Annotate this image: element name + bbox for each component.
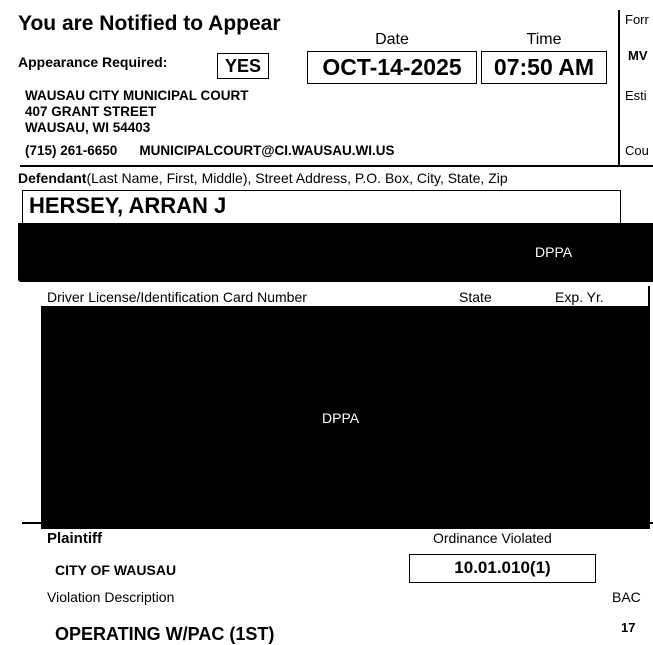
defendant-name: HERSEY, ARRAN J: [22, 190, 621, 224]
court-address: [25, 88, 249, 136]
court-phone: (715) 261-6650: [25, 143, 118, 158]
ordinance-value: 10.01.010(1): [409, 554, 596, 583]
appearance-required-value: YES: [217, 53, 269, 79]
defendant-label-rest: (Last Name, First, Middle), Street Address, P.O. Box, City, State, Zip: [86, 170, 508, 186]
vertical-divider: [618, 10, 620, 166]
license-redaction-label: DPPA: [322, 410, 360, 426]
horizontal-divider: [20, 165, 653, 167]
violation-label: Violation Description: [47, 589, 175, 605]
form-value: MV: [628, 48, 648, 63]
bac-label: BAC: [612, 589, 641, 605]
court-street: 407 GRANT STREET: [25, 104, 157, 119]
ordinance-label: Ordinance Violated: [433, 530, 552, 546]
section-divider: [22, 522, 653, 524]
court-email: MUNICIPALCOURT@CI.WAUSAU.WI.US: [139, 143, 395, 158]
plaintiff-value: CITY OF WAUSAU: [55, 562, 177, 578]
form-label: Forr: [625, 12, 649, 27]
license-divider: [648, 286, 650, 529]
violation-value: OPERATING W/PAC (1ST): [55, 624, 275, 644]
license-state-label: State: [459, 289, 492, 305]
court-contact: [25, 143, 394, 158]
bac-value: 17: [621, 620, 636, 635]
court-label: Cou: [625, 143, 649, 158]
defendant-label: [18, 170, 508, 186]
date-value: OCT-14-2025: [307, 51, 477, 84]
court-name: WAUSAU CITY MUNICIPAL COURT: [25, 88, 249, 103]
page-title: You are Notified to Appear: [18, 12, 281, 35]
date-label: Date: [375, 31, 409, 48]
plaintiff-label: Plaintiff: [47, 530, 102, 547]
time-label: Time: [526, 31, 562, 48]
license-number-label: Driver License/Identification Card Number: [47, 289, 307, 305]
address-redaction-label: DPPA: [535, 244, 573, 260]
license-exp-label: Exp. Yr.: [555, 289, 604, 305]
estimate-label: Esti: [625, 88, 647, 103]
defendant-label-bold: Defendant: [18, 170, 87, 186]
appearance-required-label: Appearance Required:: [18, 54, 168, 70]
court-city: WAUSAU, WI 54403: [25, 120, 151, 135]
time-value: 07:50 AM: [481, 51, 607, 84]
